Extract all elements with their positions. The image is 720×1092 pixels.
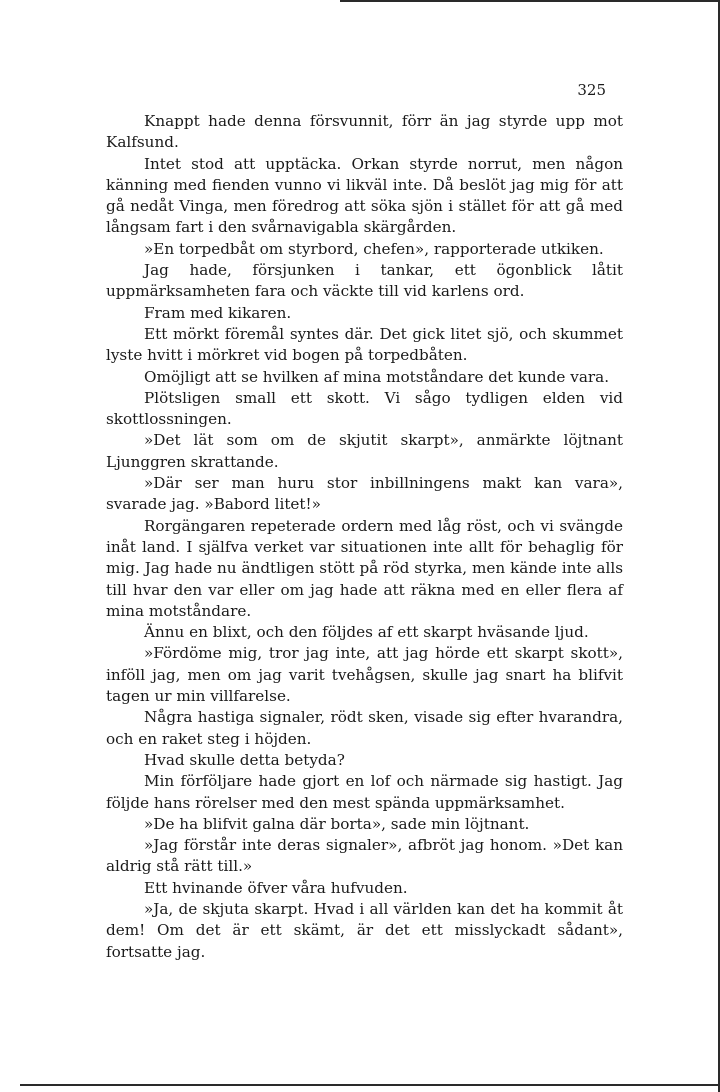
paragraph: Rorgängaren repeterade ordern med låg röst, och vi svängde inåt land. I själfva verket var situationen inte allt för behaglig för mig. Jag hade nu ändtligen stött på röd styrka, men kände inte alls till hvar den var eller om jag hade att räkna med en eller flera af mina motståndare. — [106, 516, 623, 620]
paragraph: Min förföljare hade gjort en lof och närmade sig hastigt. Jag följde hans rörelser med den mest spända uppmärksamhet. — [106, 772, 623, 812]
page-number: 325 — [577, 81, 606, 99]
paragraph: »Fördöme mig, tror jag inte, att jag hörde ett skarpt skott», inföll jag, men om jag varit tvehågsen, skulle jag snart ha blifvit tagen ur min villfarelse. — [106, 644, 623, 706]
paragraph: Intet stod att upptäcka. Orkan styrde norrut, men någon känning med fienden vunno vi likväl inte. Då beslöt jag mig för att gå nedåt Vinga, men föredrog att söka sjön i stället för att gå med långsam fart i den svårnavigabla skärgården. — [106, 154, 623, 237]
paragraph: Några hastiga signaler, rödt sken, visade sig efter hvarandra, och en raket steg i höjden. — [106, 708, 623, 748]
paragraph: »Ja, de skjuta skarpt. Hvad i all världen kan det ha kommit åt dem! Om det är ett skämt, är det ett misslyckadt sådant», fortsatte jag. — [106, 899, 623, 961]
paragraph: Ett hvinande öfver våra hufvuden. — [144, 878, 408, 897]
paragraph: Ett mörkt föremål syntes där. Det gick litet sjö, och skummet lyste hvitt i mörkret vid bogen på torpedbåten. — [106, 324, 623, 365]
paragraph: »Jag förstår inte deras signaler», afbröt jag honom. »Det kan aldrig stå rätt till.» — [106, 836, 623, 876]
paragraph: Plötsligen small ett skott. Vi sågo tydligen elden vid skottlossningen. — [106, 388, 623, 429]
top-border-line — [340, 0, 720, 2]
body-text — [106, 111, 623, 963]
paragraph: »Där ser man huru stor inbillningens makt kan vara», svarade jag. »Babord litet!» — [106, 474, 623, 514]
paragraph: Knappt hade denna försvunnit, förr än jag styrde upp mot Kalfsund. — [106, 112, 623, 152]
paragraph: Fram med kikaren. — [144, 303, 292, 322]
bottom-border-line — [20, 1084, 720, 1086]
paragraph: Ännu en blixt, och den följdes af ett skarpt hväsande ljud. — [144, 623, 589, 642]
paragraph: Hvad skulle detta betyda? — [144, 750, 345, 769]
paragraph: Jag hade, försjunken i tankar, ett ögonblick låtit uppmärksamheten fara och väckte till vid karlens ord. — [106, 261, 623, 301]
paragraph: »En torpedbåt om styrbord, chefen», rapporterade utkiken. — [144, 239, 604, 258]
paragraph: Omöjligt att se hvilken af mina motståndare det kunde vara. — [144, 367, 610, 386]
paragraph: »De ha blifvit galna där borta», sade min löjtnant. — [144, 814, 530, 833]
paragraph: »Det lät som om de skjutit skarpt», anmärkte löjtnant Ljunggren skrattande. — [106, 431, 623, 471]
